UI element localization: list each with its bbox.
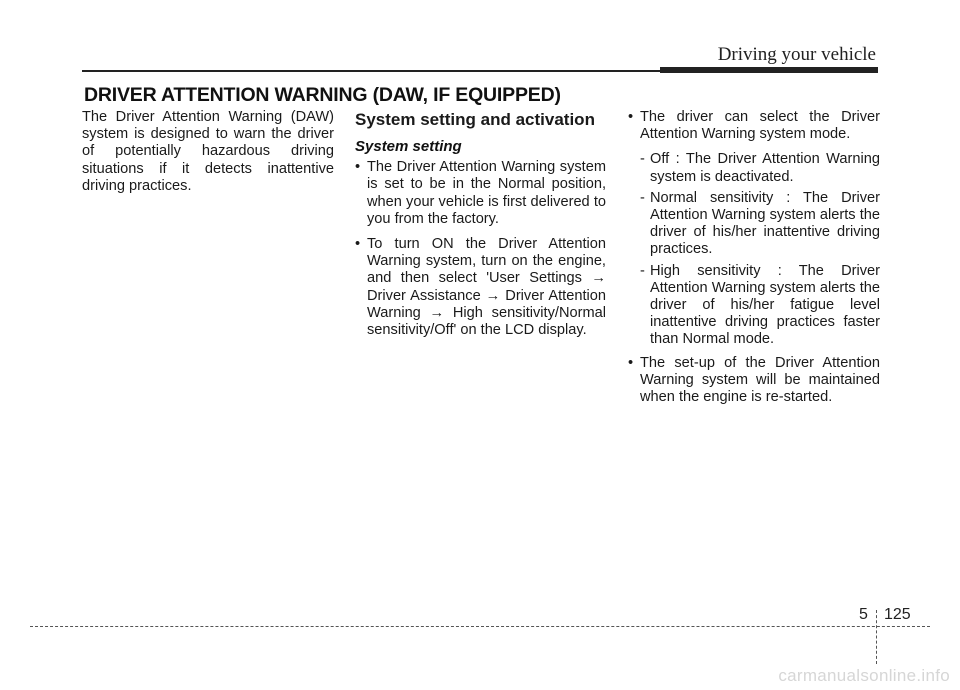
- bullet-dot-icon: •: [628, 354, 634, 371]
- mode-text: Off : The Driver Attention Warning system is deactivated.: [650, 151, 880, 185]
- system-setting-subheading: System setting: [355, 138, 462, 155]
- system-setting-activation-heading: System setting and activation: [355, 110, 595, 129]
- mode-item-high: [628, 263, 880, 349]
- dash-icon: -: [640, 262, 645, 279]
- column-middle: [355, 109, 606, 347]
- dash-icon: -: [640, 151, 645, 168]
- bullet-item: [628, 109, 880, 143]
- column-left: [82, 109, 334, 195]
- footer-rule: [30, 626, 930, 627]
- bullet-dot-icon: •: [355, 236, 361, 253]
- bullet-dot-icon: •: [628, 109, 634, 125]
- column-right: [628, 109, 880, 414]
- header-title: Driving your vehicle: [717, 44, 876, 65]
- bullet-item: [355, 236, 606, 339]
- bullet-dot-icon: •: [355, 159, 361, 176]
- watermark: carmanualsonline.info: [778, 666, 950, 685]
- bullet-item: [355, 159, 606, 228]
- section-title: DRIVER ATTENTION WARNING (DAW, IF EQUIPPED): [84, 84, 561, 106]
- bullet-text: To turn ON the Driver Attention Warning system, turn on the engine, and then select 'User Settings → Driver Assistance → Driver Attention Warning → High sensitivity/Normal sensitivity/Off' on the LCD display.: [367, 236, 606, 339]
- mode-text: High sensitivity : The Driver Attention Warning system alerts the driver of his/her fatigue level inattentive driving practices faster than Normal mode.: [650, 262, 880, 348]
- header-rule: [82, 70, 660, 72]
- bullet-text: The set-up of the Driver Attention Warning system will be maintained when the engine is re-started.: [640, 354, 880, 406]
- header-rule-accent: [660, 67, 878, 73]
- page-number: 125: [884, 606, 911, 623]
- intro-paragraph: The Driver Attention Warning (DAW) system is designed to warn the driver of potentially hazardous driving situations if it detects inattentive driving practices.: [82, 109, 334, 194]
- chapter-number: 5: [859, 606, 868, 623]
- mode-item-off: [628, 151, 880, 185]
- bullet-text: The Driver Attention Warning system is set to be in the Normal position, when your vehicle is first delivered to you from the factory.: [367, 159, 606, 227]
- mode-item-normal: [628, 190, 880, 259]
- footer-divider: [876, 610, 877, 664]
- bullet-text: The driver can select the Driver Attention Warning system mode.: [640, 109, 880, 143]
- bullet-item: [628, 355, 880, 407]
- mode-text: Normal sensitivity : The Driver Attention Warning system alerts the driver of his/her inattentive driving practices.: [650, 189, 880, 258]
- dash-icon: -: [640, 189, 645, 206]
